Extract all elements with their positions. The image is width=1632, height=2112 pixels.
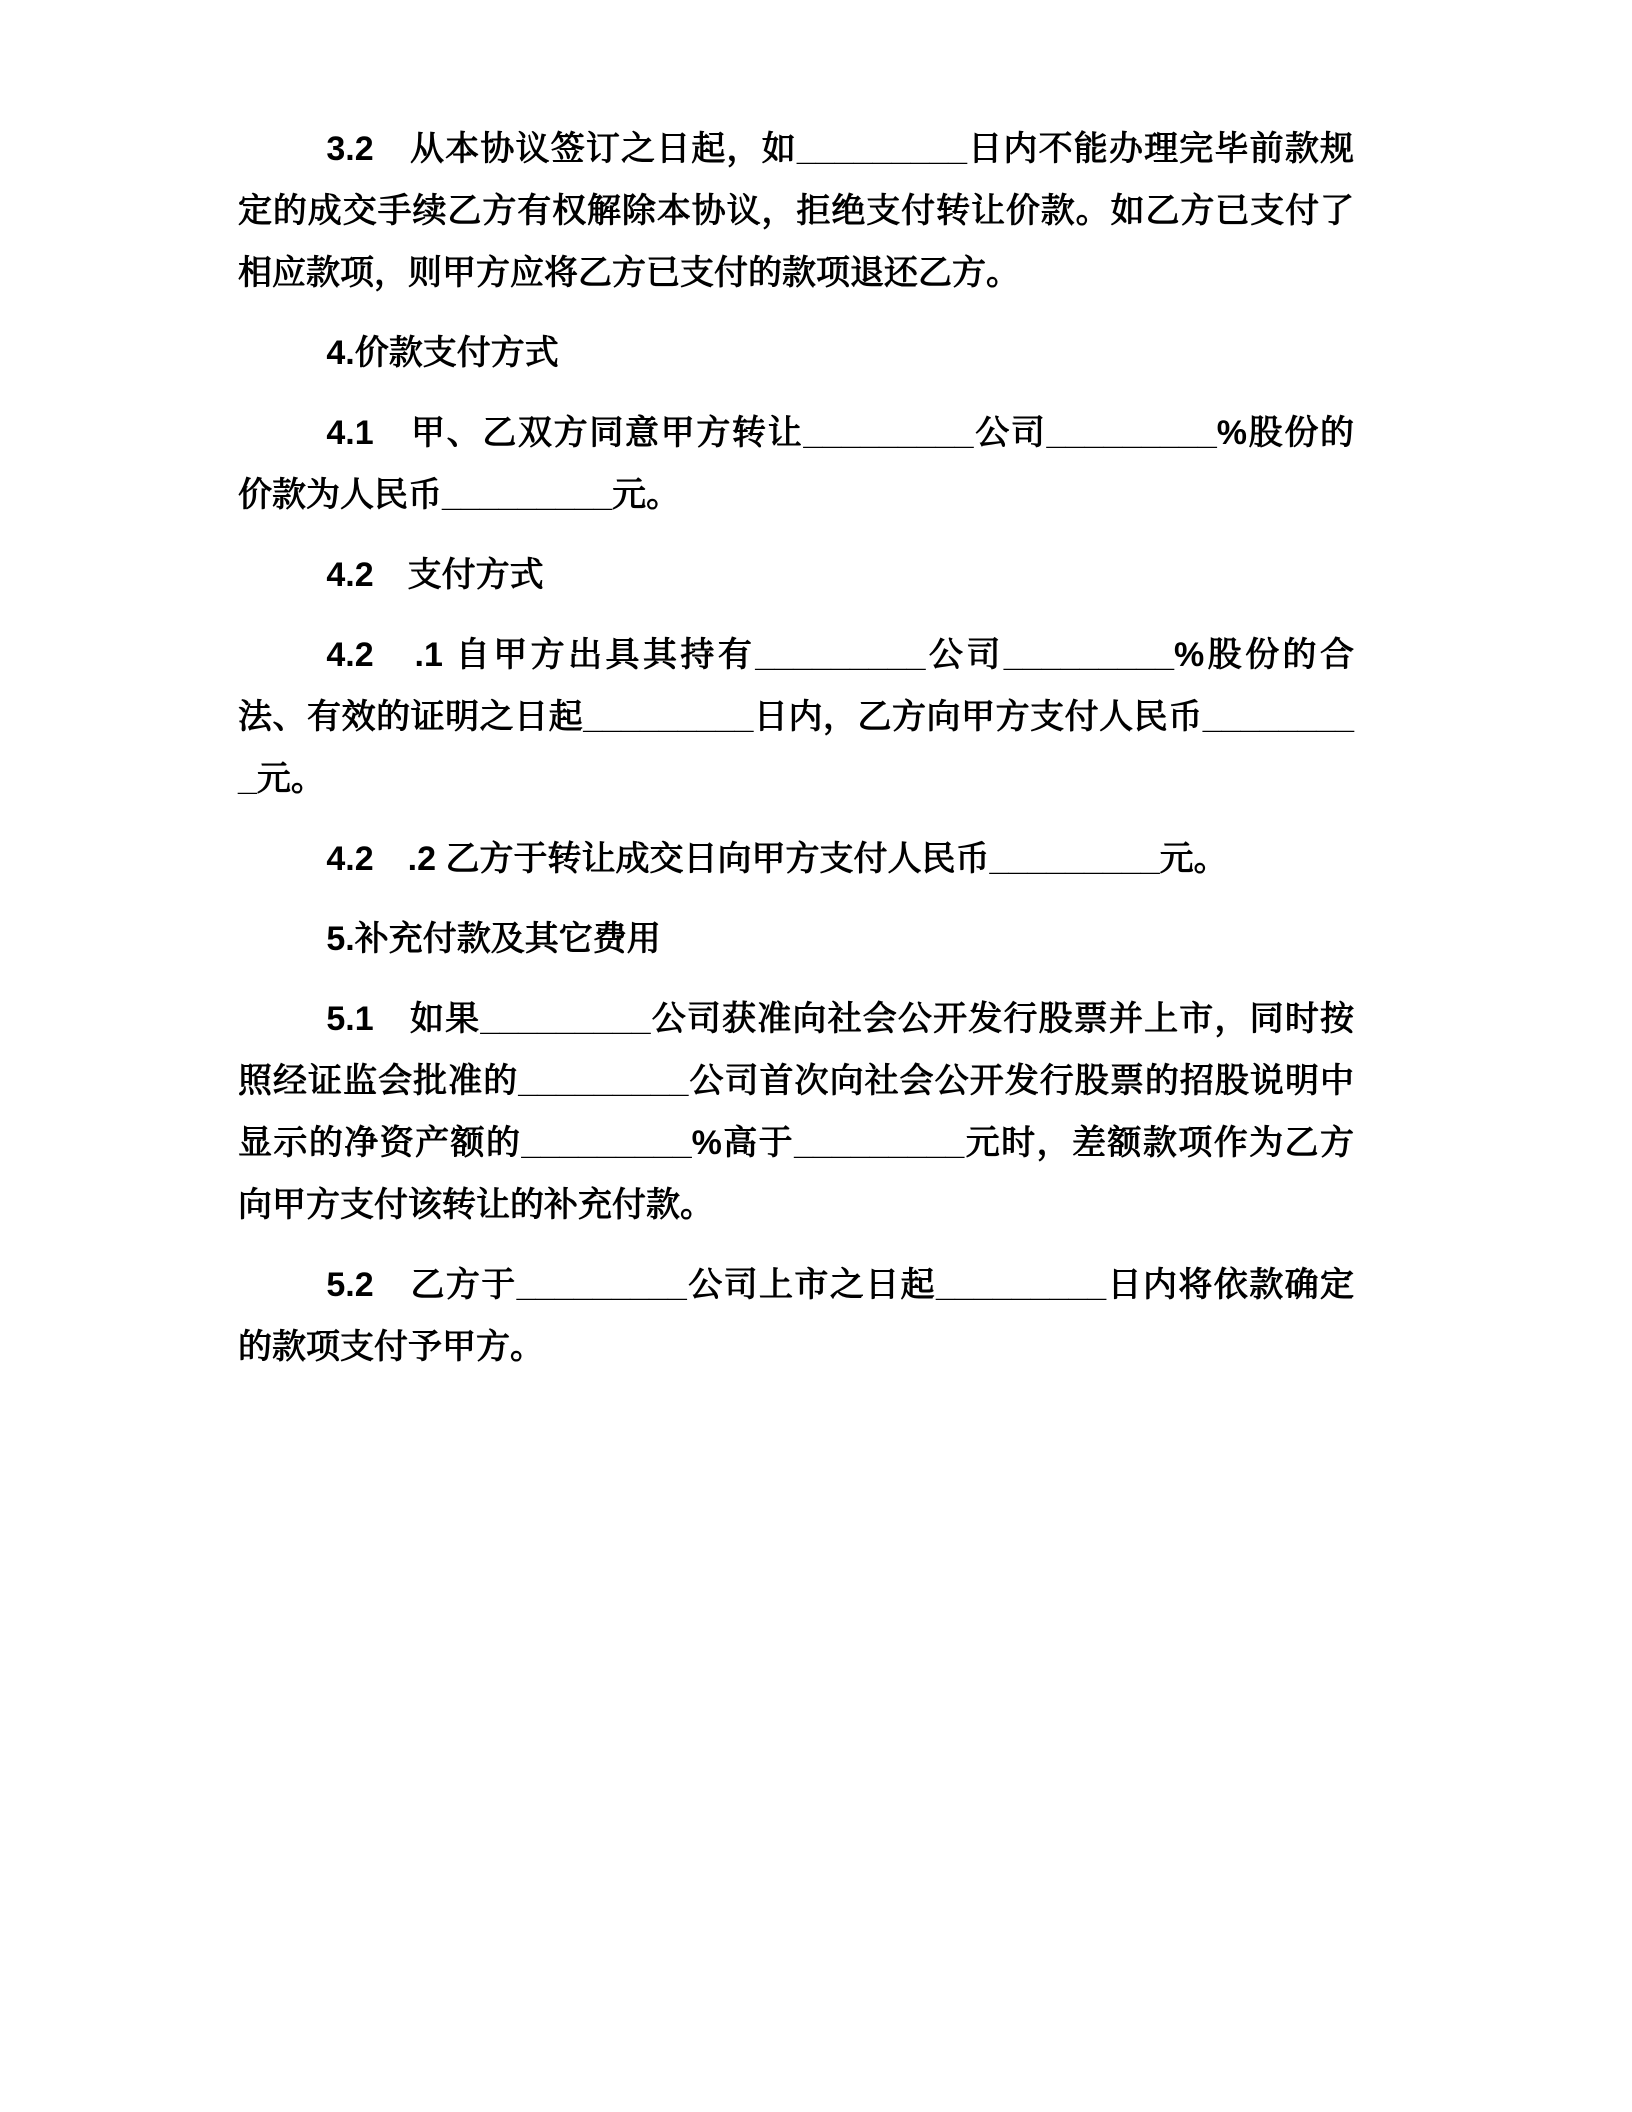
paragraph-clause-4-1: 4.1 甲、乙双方同意甲方转让_________公司_________%股份的价款为人民币_________元。 xyxy=(238,414,1354,514)
paragraph-clause-4-2-1: 4.2 .1 自甲方出具其持有_________公司_________%股份的合法、有效的证明之日起_________日内，乙方向甲方支付人民币_________元。 xyxy=(238,636,1354,798)
heading-clause-4-2: 4.2 支付方式 xyxy=(326,556,544,594)
heading-clause-5: 5.补充付款及其它费用 xyxy=(326,920,661,958)
paragraph-clause-3-2: 3.2 从本协议签订之日起，如_________日内不能办理完毕前款规定的成交手续乙方有权解除本协议，拒绝支付转让价款。如乙方已支付了相应款项，则甲方应将乙方已支付的款项退还乙方。 xyxy=(238,130,1354,292)
heading-clause-4: 4.价款支付方式 xyxy=(326,334,559,372)
paragraph-clause-4-2-2: 4.2 .2 乙方于转让成交日向甲方支付人民币_________元。 xyxy=(326,840,1228,878)
paragraph-clause-5-2: 5.2 乙方于_________公司上市之日起_________日内将依款确定的款项支付予甲方。 xyxy=(238,1266,1354,1366)
paragraph-clause-5-1: 5.1 如果_________公司获准向社会公开发行股票并上市，同时按照经证监会批准的_________公司首次向社会公开发行股票的招股说明中显示的净资产额的_________%高于_________元时，差额款项作为乙方向甲方支付该转让的补充付款。 xyxy=(238,1000,1354,1224)
